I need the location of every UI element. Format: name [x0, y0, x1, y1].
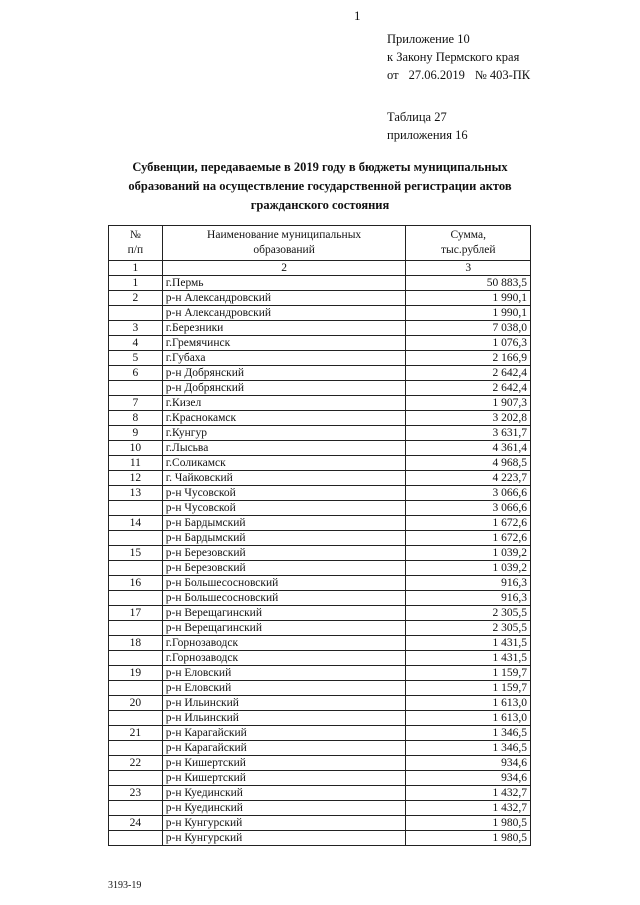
row-number	[109, 831, 163, 846]
subsidy-amount: 7 038,0	[406, 321, 531, 336]
row-number: 17	[109, 606, 163, 621]
row-number: 21	[109, 726, 163, 741]
table-row	[109, 546, 531, 561]
table-row	[109, 441, 531, 456]
appendix-header	[387, 30, 530, 84]
table-row	[109, 756, 531, 771]
row-number: 1	[109, 276, 163, 291]
subsidy-amount: 2 305,5	[406, 606, 531, 621]
table-row	[109, 786, 531, 801]
table-row	[109, 666, 531, 681]
table-row	[109, 291, 531, 306]
row-number: 16	[109, 576, 163, 591]
row-number: 11	[109, 456, 163, 471]
municipality-name: р-н Верещагинский	[162, 621, 406, 636]
table-row	[109, 276, 531, 291]
municipality-name: р-н Добрянский	[162, 381, 406, 396]
municipality-name: г.Горнозаводск	[162, 636, 406, 651]
municipality-name: р-н Куединский	[162, 801, 406, 816]
document-title	[110, 158, 530, 215]
subsidy-amount: 1 159,7	[406, 666, 531, 681]
row-number: 24	[109, 816, 163, 831]
table-row	[109, 591, 531, 606]
municipality-name: р-н Еловский	[162, 681, 406, 696]
row-number: 8	[109, 411, 163, 426]
subsidy-amount: 1 990,1	[406, 306, 531, 321]
table-row	[109, 681, 531, 696]
table-row	[109, 321, 531, 336]
subsidy-amount: 1 672,6	[406, 531, 531, 546]
subsidy-amount: 50 883,5	[406, 276, 531, 291]
row-number	[109, 381, 163, 396]
row-number	[109, 531, 163, 546]
column-index: 1	[109, 261, 163, 276]
municipality-name: р-н Кишертский	[162, 771, 406, 786]
column-index: 2	[162, 261, 406, 276]
table-row	[109, 456, 531, 471]
subsidy-amount: 2 166,9	[406, 351, 531, 366]
municipality-name: р-н Ильинский	[162, 711, 406, 726]
table-row	[109, 516, 531, 531]
municipality-name: г.Губаха	[162, 351, 406, 366]
subsidy-amount: 2 642,4	[406, 381, 531, 396]
table-row	[109, 711, 531, 726]
subsidy-amount: 3 202,8	[406, 411, 531, 426]
document-code: 3193-19	[108, 880, 142, 891]
row-number: 4	[109, 336, 163, 351]
row-number: 9	[109, 426, 163, 441]
table-row	[109, 726, 531, 741]
municipality-name: г.Гремячинск	[162, 336, 406, 351]
table-row	[109, 606, 531, 621]
municipality-name: р-н Большесосновский	[162, 591, 406, 606]
municipality-name: р-н Александровский	[162, 306, 406, 321]
subsidy-amount: 4 968,5	[406, 456, 531, 471]
subsidy-amount: 1 672,6	[406, 516, 531, 531]
municipality-name: р-н Карагайский	[162, 741, 406, 756]
title-line-3: гражданского состояния	[250, 198, 390, 212]
subsidy-amount: 934,6	[406, 771, 531, 786]
row-number: 22	[109, 756, 163, 771]
municipality-name: г.Кизел	[162, 396, 406, 411]
subsidy-amount: 2 642,4	[406, 366, 531, 381]
subsidy-amount: 1 039,2	[406, 561, 531, 576]
subsidy-amount: 1 432,7	[406, 801, 531, 816]
table-row	[109, 351, 531, 366]
table-row	[109, 381, 531, 396]
row-number	[109, 621, 163, 636]
table-row	[109, 486, 531, 501]
subsidy-amount: 1 907,3	[406, 396, 531, 411]
row-number: 7	[109, 396, 163, 411]
subsidy-amount: 1 346,5	[406, 741, 531, 756]
subsidy-amount: 3 631,7	[406, 426, 531, 441]
municipality-name: г.Пермь	[162, 276, 406, 291]
subsidy-amount: 1 980,5	[406, 831, 531, 846]
table-row	[109, 741, 531, 756]
row-number	[109, 771, 163, 786]
page-number: 1	[354, 8, 361, 23]
table-row	[109, 651, 531, 666]
row-number: 5	[109, 351, 163, 366]
municipality-name: р-н Чусовской	[162, 486, 406, 501]
subsidy-amount: 1 039,2	[406, 546, 531, 561]
municipality-name: г.Краснокамск	[162, 411, 406, 426]
row-number	[109, 306, 163, 321]
subsidy-amount: 1 346,5	[406, 726, 531, 741]
municipality-name: г.Горнозаводск	[162, 651, 406, 666]
row-number: 18	[109, 636, 163, 651]
column-index-row	[109, 261, 531, 276]
table-row	[109, 366, 531, 381]
row-number: 10	[109, 441, 163, 456]
municipality-name: г.Лысьва	[162, 441, 406, 456]
municipality-name: г.Соликамск	[162, 456, 406, 471]
table-reference-appendix: приложения 16	[387, 128, 468, 142]
subsidy-amount: 1 980,5	[406, 816, 531, 831]
row-number: 3	[109, 321, 163, 336]
table-reference	[387, 108, 468, 144]
municipality-name: г.Кунгур	[162, 426, 406, 441]
table-header-row	[109, 226, 531, 261]
subsidy-amount: 1 613,0	[406, 711, 531, 726]
municipality-name: р-н Кишертский	[162, 756, 406, 771]
municipality-name: р-н Чусовской	[162, 501, 406, 516]
appendix-date-line	[387, 66, 530, 84]
appendix-from-label: от	[387, 68, 399, 82]
subsidy-amount: 2 305,5	[406, 621, 531, 636]
row-number: 15	[109, 546, 163, 561]
table-row	[109, 696, 531, 711]
title-line-2: образований на осуществление государственной регистрации актов	[128, 179, 512, 193]
table-body	[109, 276, 531, 846]
table-row	[109, 471, 531, 486]
subsidy-amount: 1 159,7	[406, 681, 531, 696]
row-number: 13	[109, 486, 163, 501]
row-number	[109, 741, 163, 756]
appendix-law-number: № 403-ПК	[474, 68, 531, 82]
subsidy-amount: 1 990,1	[406, 291, 531, 306]
subsidy-amount: 934,6	[406, 756, 531, 771]
municipality-name: р-н Добрянский	[162, 366, 406, 381]
table-row	[109, 636, 531, 651]
title-line-1: Субвенции, передаваемые в 2019 году в бюджеты муниципальных	[132, 160, 508, 174]
row-number: 12	[109, 471, 163, 486]
subsidy-amount: 916,3	[406, 576, 531, 591]
subsidy-table	[108, 225, 531, 846]
row-number	[109, 501, 163, 516]
subsidy-amount: 4 223,7	[406, 471, 531, 486]
municipality-name: р-н Бардымский	[162, 516, 406, 531]
municipality-name: р-н Карагайский	[162, 726, 406, 741]
subsidy-amount: 1 076,3	[406, 336, 531, 351]
table-row	[109, 816, 531, 831]
header-number: № п/п	[109, 226, 163, 261]
municipality-name: р-н Большесосновский	[162, 576, 406, 591]
municipality-name: р-н Ильинский	[162, 696, 406, 711]
municipality-name: р-н Еловский	[162, 666, 406, 681]
table-row	[109, 531, 531, 546]
row-number: 2	[109, 291, 163, 306]
municipality-name: р-н Кунгурский	[162, 831, 406, 846]
table-reference-number: Таблица 27	[387, 110, 447, 124]
subsidy-amount: 3 066,6	[406, 501, 531, 516]
subsidy-amount: 916,3	[406, 591, 531, 606]
municipality-name: р-н Бардымский	[162, 531, 406, 546]
subsidy-amount: 1 432,7	[406, 786, 531, 801]
subsidy-amount: 3 066,6	[406, 486, 531, 501]
appendix-law-reference: к Закону Пермского края	[387, 50, 520, 64]
municipality-name: р-н Александровский	[162, 291, 406, 306]
table-row	[109, 621, 531, 636]
subsidy-amount: 4 361,4	[406, 441, 531, 456]
row-number: 6	[109, 366, 163, 381]
row-number	[109, 711, 163, 726]
row-number	[109, 591, 163, 606]
table-row	[109, 336, 531, 351]
row-number: 14	[109, 516, 163, 531]
subsidy-amount: 1 431,5	[406, 651, 531, 666]
row-number	[109, 681, 163, 696]
table-row	[109, 426, 531, 441]
row-number	[109, 651, 163, 666]
appendix-title: Приложение 10	[387, 32, 470, 46]
municipality-name: р-н Березовский	[162, 561, 406, 576]
municipality-name: р-н Куединский	[162, 786, 406, 801]
table-row	[109, 831, 531, 846]
table-row	[109, 576, 531, 591]
row-number	[109, 561, 163, 576]
municipality-name: р-н Верещагинский	[162, 606, 406, 621]
table-row	[109, 771, 531, 786]
row-number: 23	[109, 786, 163, 801]
header-municipality: Наименование муниципальных образований	[162, 226, 406, 261]
municipality-name: г. Чайковский	[162, 471, 406, 486]
municipality-name: р-н Кунгурский	[162, 816, 406, 831]
row-number: 20	[109, 696, 163, 711]
appendix-date: 27.06.2019	[408, 68, 465, 82]
table-row	[109, 501, 531, 516]
table-row	[109, 801, 531, 816]
municipality-name: г.Березники	[162, 321, 406, 336]
table-row	[109, 396, 531, 411]
subsidy-amount: 1 613,0	[406, 696, 531, 711]
table-row	[109, 411, 531, 426]
table-row	[109, 561, 531, 576]
row-number	[109, 801, 163, 816]
municipality-name: р-н Березовский	[162, 546, 406, 561]
row-number: 19	[109, 666, 163, 681]
column-index: 3	[406, 261, 531, 276]
subsidy-amount: 1 431,5	[406, 636, 531, 651]
table-row	[109, 306, 531, 321]
header-amount: Сумма, тыс.рублей	[406, 226, 531, 261]
